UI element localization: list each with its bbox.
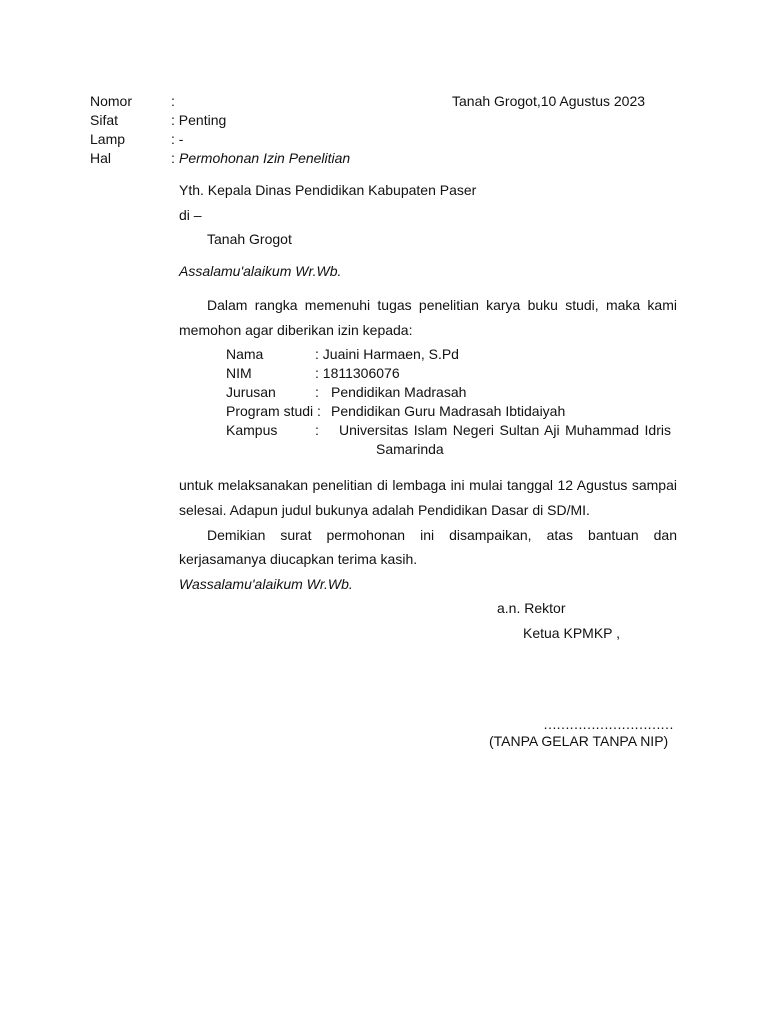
intro-line2: memohon agar diberikan izin kepada: [179,322,413,338]
body-line1: untuk melaksanakan penelitian di lembaga ini mulai tanggal 12 Agustus sampai [179,477,677,493]
nim-value: : 1811306076 [315,365,400,381]
recipient-line2: di – [179,207,202,223]
hal-colon: : [171,150,175,166]
lamp-label: Lamp [90,131,126,147]
body-line2: selesai. Adapun judul bukunya adalah Pendidikan Dasar di SD/MI. [179,502,590,518]
kampus-label: Kampus [226,422,278,438]
prodi-label: Program studi : [226,403,321,419]
intro-line1: Dalam rangka memenuhi tugas penelitian karya buku studi, maka kami [207,297,677,313]
signature-dots: ………………………… [543,716,673,732]
signature-name: (TANPA GELAR TANPA NIP) [489,733,669,749]
sifat-label: Sifat [90,112,119,128]
kampus-value-line1: Universitas Islam Negeri Sultan Aji Muhammad Idris [339,422,671,438]
closing-greeting: Wassalamu'alaikum Wr.Wb. [179,576,353,592]
place-date: Tanah Grogot,10 Agustus 2023 [452,93,646,109]
greeting: Assalamu'alaikum Wr.Wb. [179,263,342,279]
kampus-colon: : [315,422,319,438]
jurusan-label: Jurusan [226,384,276,400]
kampus-value-line2: Samarinda [376,441,444,457]
lamp-value: : - [171,131,184,147]
nama-label: Nama [226,346,264,362]
hal-value: Permohonan Izin Penelitian [179,150,351,166]
jurusan-colon: : [315,384,319,400]
nama-value: : Juaini Harmaen, S.Pd [315,346,459,362]
body-line3: Demikian surat permohonan ini disampaikan, atas bantuan dan [207,527,677,543]
sifat-value: : Penting [171,112,227,128]
body-line4: kerjasamanya diucapkan terima kasih. [179,551,418,567]
prodi-value: Pendidikan Guru Madrasah Ibtidaiyah [331,403,566,419]
hal-label: Hal [90,150,112,166]
recipient-line1: Yth. Kepala Dinas Pendidikan Kabupaten Paser [179,182,477,198]
signature-an: a.n. Rektor [497,600,566,616]
jurusan-value: Pendidikan Madrasah [331,384,467,400]
signature-title: Ketua KPMKP , [523,625,621,641]
nomor-label: Nomor [90,93,133,109]
recipient-city: Tanah Grogot [207,231,292,247]
nomor-value: : [171,93,175,109]
nim-label: NIM [226,365,252,381]
